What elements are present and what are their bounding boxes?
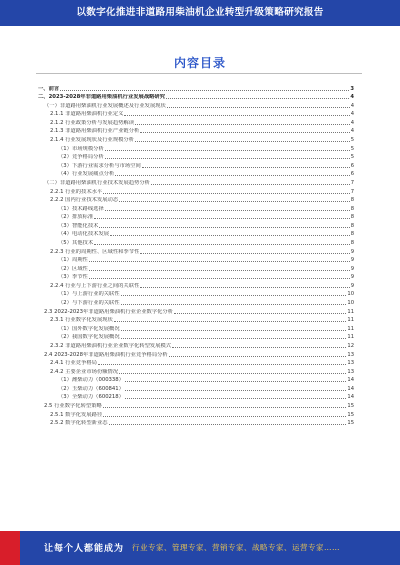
report-title: 以数字化推进非道路用柴油机企业转型升级策略研究报告 xyxy=(76,7,324,18)
toc-leader-dots xyxy=(121,295,347,296)
toc-leader-dots xyxy=(89,261,350,262)
toc-entry[interactable] xyxy=(38,359,354,368)
toc-entry-title: 2.5.1 数字化发展路径 xyxy=(50,411,103,418)
toc-entry-page: 7 xyxy=(350,188,354,195)
toc-entry[interactable] xyxy=(38,290,354,299)
toc-entry-page: 9 xyxy=(350,257,354,264)
toc-entry-title: （一）非道路用柴油机行业发展概述及行业发展现状 xyxy=(44,102,166,109)
toc-entry[interactable] xyxy=(38,419,354,428)
toc-entry-page: 11 xyxy=(347,334,354,341)
toc-entry-title: （4）行业发展痛点分析 xyxy=(58,171,115,178)
toc-leader-dots xyxy=(99,227,349,228)
toc-entry-page: 8 xyxy=(350,231,354,238)
toc-leader-dots xyxy=(174,313,346,314)
toc-entry[interactable] xyxy=(38,324,354,333)
toc-entry[interactable] xyxy=(38,196,354,205)
toc-entry[interactable] xyxy=(38,367,354,376)
toc-entry-title: 2.3.1 行业数字化发展现状 xyxy=(50,317,113,324)
toc-leader-dots xyxy=(105,210,350,211)
toc-entry[interactable] xyxy=(38,127,354,136)
toc-entry[interactable] xyxy=(38,307,354,316)
toc-entry-title: （3）全柴动力（600218） xyxy=(58,394,124,401)
toc-entry[interactable] xyxy=(38,93,354,102)
toc-entry[interactable] xyxy=(38,238,354,247)
toc-entry-page: 8 xyxy=(350,205,354,212)
toc-entry-title: 2.2.2 国内行业技术发展动态 xyxy=(50,197,119,204)
toc-entry[interactable] xyxy=(38,178,354,187)
toc-entry[interactable] xyxy=(38,333,354,342)
footer-banner xyxy=(0,531,400,565)
toc-entry-title: （2）排放标准 xyxy=(58,214,94,221)
toc-divider xyxy=(36,73,362,74)
toc-entry[interactable] xyxy=(38,401,354,410)
toc-entry[interactable] xyxy=(38,264,354,273)
toc-entry-page: 5 xyxy=(350,154,354,161)
toc-entry-page: 14 xyxy=(347,377,354,384)
toc-entry-title: （3）季节性 xyxy=(58,274,88,281)
toc-leader-dots xyxy=(60,90,349,91)
toc-leader-dots xyxy=(98,364,346,365)
toc-entry[interactable] xyxy=(38,118,354,127)
toc-leader-dots xyxy=(103,193,349,194)
toc-leader-dots xyxy=(142,167,350,168)
toc-leader-dots xyxy=(135,141,350,142)
toc-entry[interactable] xyxy=(38,247,354,256)
toc-leader-dots xyxy=(115,175,349,176)
toc-entry[interactable] xyxy=(38,230,354,239)
toc-leader-dots xyxy=(103,407,347,408)
toc-entry-page: 3 xyxy=(350,85,354,92)
toc-entry-page: 11 xyxy=(347,325,354,332)
toc-entry[interactable] xyxy=(38,273,354,282)
toc-leader-dots xyxy=(124,115,349,116)
toc-entry-title: （5）其他技术 xyxy=(58,239,94,246)
toc-entry-title: （1）国外数字化发展概况 xyxy=(58,325,120,332)
toc-entry-title: 二、2023-2028年非道路用柴油机行业发展战略研究 xyxy=(38,94,166,101)
toc-entry-page: 9 xyxy=(350,265,354,272)
toc-entry[interactable] xyxy=(38,144,354,153)
toc-entry-page: 13 xyxy=(347,368,354,375)
toc-entry-page: 4 xyxy=(350,111,354,118)
toc-entry-title: 2.4.1 行业竞争格局 xyxy=(50,360,97,367)
toc-entry[interactable] xyxy=(38,410,354,419)
toc-leader-dots xyxy=(121,330,347,331)
toc-entry-title: （1）市场规模分析 xyxy=(58,145,104,152)
toc-entry[interactable] xyxy=(38,110,354,119)
toc-entry[interactable] xyxy=(38,153,354,162)
toc-entry[interactable] xyxy=(38,221,354,230)
toc-leader-dots xyxy=(89,270,350,271)
toc-leader-dots xyxy=(94,218,350,219)
toc-entry-title: （1）技术路线选择 xyxy=(58,205,104,212)
toc-leader-dots xyxy=(89,278,350,279)
toc-leader-dots xyxy=(109,424,347,425)
toc-entry[interactable] xyxy=(38,316,354,325)
toc-entry-title: 2.3 2022-2023年非道路用柴油机行业企业数字化分析 xyxy=(44,308,174,315)
toc-entry-page: 15 xyxy=(347,420,354,427)
toc-leader-dots xyxy=(140,287,349,288)
toc-entry-page: 4 xyxy=(350,128,354,135)
toc-entry-title: （3）下游行业需求分析与市场空间 xyxy=(58,162,141,169)
toc-leader-dots xyxy=(110,235,350,236)
toc-leader-dots xyxy=(94,244,350,245)
toc-entry-page: 5 xyxy=(350,145,354,152)
toc-leader-dots xyxy=(125,390,346,391)
toc-entry-title: （2）我国数字化发展概况 xyxy=(58,334,120,341)
toc-entry[interactable] xyxy=(38,135,354,144)
toc-entry-page: 14 xyxy=(347,394,354,401)
toc-entry-page: 15 xyxy=(347,402,354,409)
toc-leader-dots xyxy=(121,338,347,339)
toc-entry-title: 2.5.2 数字化转型新业态 xyxy=(50,420,108,427)
toc-entry-title: 2.5 行业数字化转型策略 xyxy=(44,402,102,409)
toc-leader-dots xyxy=(140,132,349,133)
toc-entry[interactable] xyxy=(38,256,354,265)
table-of-contents xyxy=(38,84,354,427)
toc-leader-dots xyxy=(167,107,350,108)
toc-leader-dots xyxy=(125,381,346,382)
toc-entry[interactable] xyxy=(38,213,354,222)
toc-entry-title: 2.4 2023-2028年非道路用柴油机行业竞争格局分析 xyxy=(44,351,168,358)
toc-entry-title: （2）区域性 xyxy=(58,265,88,272)
toc-entry-title: （1）周期性 xyxy=(58,257,88,264)
toc-entry[interactable] xyxy=(38,204,354,213)
toc-entry-title: （1）潍柴动力（000338） xyxy=(58,377,124,384)
toc-entry-title: 2.4.2 主要企业市场份额情况 xyxy=(50,368,119,375)
footer-accent-bar xyxy=(0,531,20,565)
toc-entry[interactable] xyxy=(38,298,354,307)
toc-leader-dots xyxy=(103,416,346,417)
toc-entry-title: 2.1.3 非道路用柴油机行业产业链分析 xyxy=(50,128,140,135)
toc-leader-dots xyxy=(169,356,347,357)
toc-entry[interactable] xyxy=(38,341,354,350)
toc-entry-title: （2）与下游行业的关联性 xyxy=(58,300,120,307)
toc-entry-title: 2.3.2 非道路用柴油机行业企业数字化转型发展模式 xyxy=(50,342,172,349)
toc-entry-page: 10 xyxy=(347,291,354,298)
toc-entry-title: （4）电动化技术发展 xyxy=(58,231,110,238)
toc-entry[interactable] xyxy=(38,187,354,196)
toc-entry-page: 15 xyxy=(347,411,354,418)
toc-entry-page: 13 xyxy=(347,360,354,367)
toc-entry-page: 9 xyxy=(350,248,354,255)
toc-entry-title: （2）玉柴动力（600841） xyxy=(58,385,124,392)
toc-entry-title: （1）与上游行业的关联性 xyxy=(58,291,120,298)
toc-leader-dots xyxy=(151,184,350,185)
toc-entry-title: 一、前言 xyxy=(38,85,60,92)
toc-entry-page: 9 xyxy=(350,274,354,281)
toc-entry-page: 12 xyxy=(347,342,354,349)
toc-entry-page: 4 xyxy=(350,102,354,109)
toc-entry-title: （2）竞争格局分析 xyxy=(58,154,104,161)
toc-entry-page: 8 xyxy=(350,239,354,246)
toc-entry[interactable] xyxy=(38,393,354,402)
toc-entry-page: 8 xyxy=(350,214,354,221)
toc-entry-page: 14 xyxy=(347,385,354,392)
toc-leader-dots xyxy=(105,150,350,151)
toc-entry[interactable] xyxy=(38,101,354,110)
toc-entry-page: 5 xyxy=(350,137,354,144)
toc-entry-page: 4 xyxy=(350,119,354,126)
toc-leader-dots xyxy=(121,304,347,305)
toc-heading: 内容目录 xyxy=(173,56,226,70)
toc-entry[interactable] xyxy=(38,170,354,179)
toc-entry-page: 7 xyxy=(350,179,354,186)
toc-entry[interactable] xyxy=(38,376,354,385)
toc-leader-dots xyxy=(166,98,349,99)
toc-entry-title: 2.1.1 非道路用柴油机行业定义 xyxy=(50,111,124,118)
toc-leader-dots xyxy=(135,124,350,125)
toc-entry[interactable] xyxy=(38,84,354,93)
toc-leader-dots xyxy=(119,373,346,374)
toc-entry[interactable] xyxy=(38,350,354,359)
toc-entry-title: 2.2.3 行业的周期性、区域性和季节性 xyxy=(50,248,140,255)
toc-entry-title: （3）智能化技术 xyxy=(58,222,99,229)
toc-leader-dots xyxy=(125,398,346,399)
toc-entry-title: 2.2.1 行业的技术水平 xyxy=(50,188,103,195)
toc-entry-page: 6 xyxy=(350,162,354,169)
toc-entry-page: 4 xyxy=(350,94,354,101)
toc-entry-page: 8 xyxy=(350,222,354,229)
toc-entry[interactable] xyxy=(38,161,354,170)
toc-entry[interactable] xyxy=(38,384,354,393)
toc-entry-title: 2.1.2 行业政策分析与发展趋势解读 xyxy=(50,119,135,126)
toc-entry-page: 8 xyxy=(350,197,354,204)
toc-leader-dots xyxy=(140,253,349,254)
toc-leader-dots xyxy=(114,321,347,322)
footer-slogan: 让每个人都能成为 xyxy=(44,544,125,554)
toc-entry-title: 2.1.4 行业发展现状及行业规模分析 xyxy=(50,137,135,144)
toc-entry[interactable] xyxy=(38,281,354,290)
toc-entry-page: 11 xyxy=(347,317,354,324)
header-banner xyxy=(0,0,400,26)
toc-leader-dots xyxy=(119,201,350,202)
toc-entry-page: 13 xyxy=(347,351,354,358)
toc-entry-page: 9 xyxy=(350,282,354,289)
toc-entry-title: 2.2.4 行业与上下游行业之间的关联性 xyxy=(50,282,140,289)
toc-entry-page: 11 xyxy=(347,308,354,315)
toc-entry-page: 6 xyxy=(350,171,354,178)
toc-leader-dots xyxy=(105,158,350,159)
footer-roles: 行业专家、管理专家、营销专家、战略专家、运营专家…… xyxy=(132,543,340,552)
toc-leader-dots xyxy=(172,347,346,348)
toc-entry-page: 10 xyxy=(347,300,354,307)
toc-entry-title: （二）非道路用柴油机行业技术发展趋势分析 xyxy=(44,179,150,186)
